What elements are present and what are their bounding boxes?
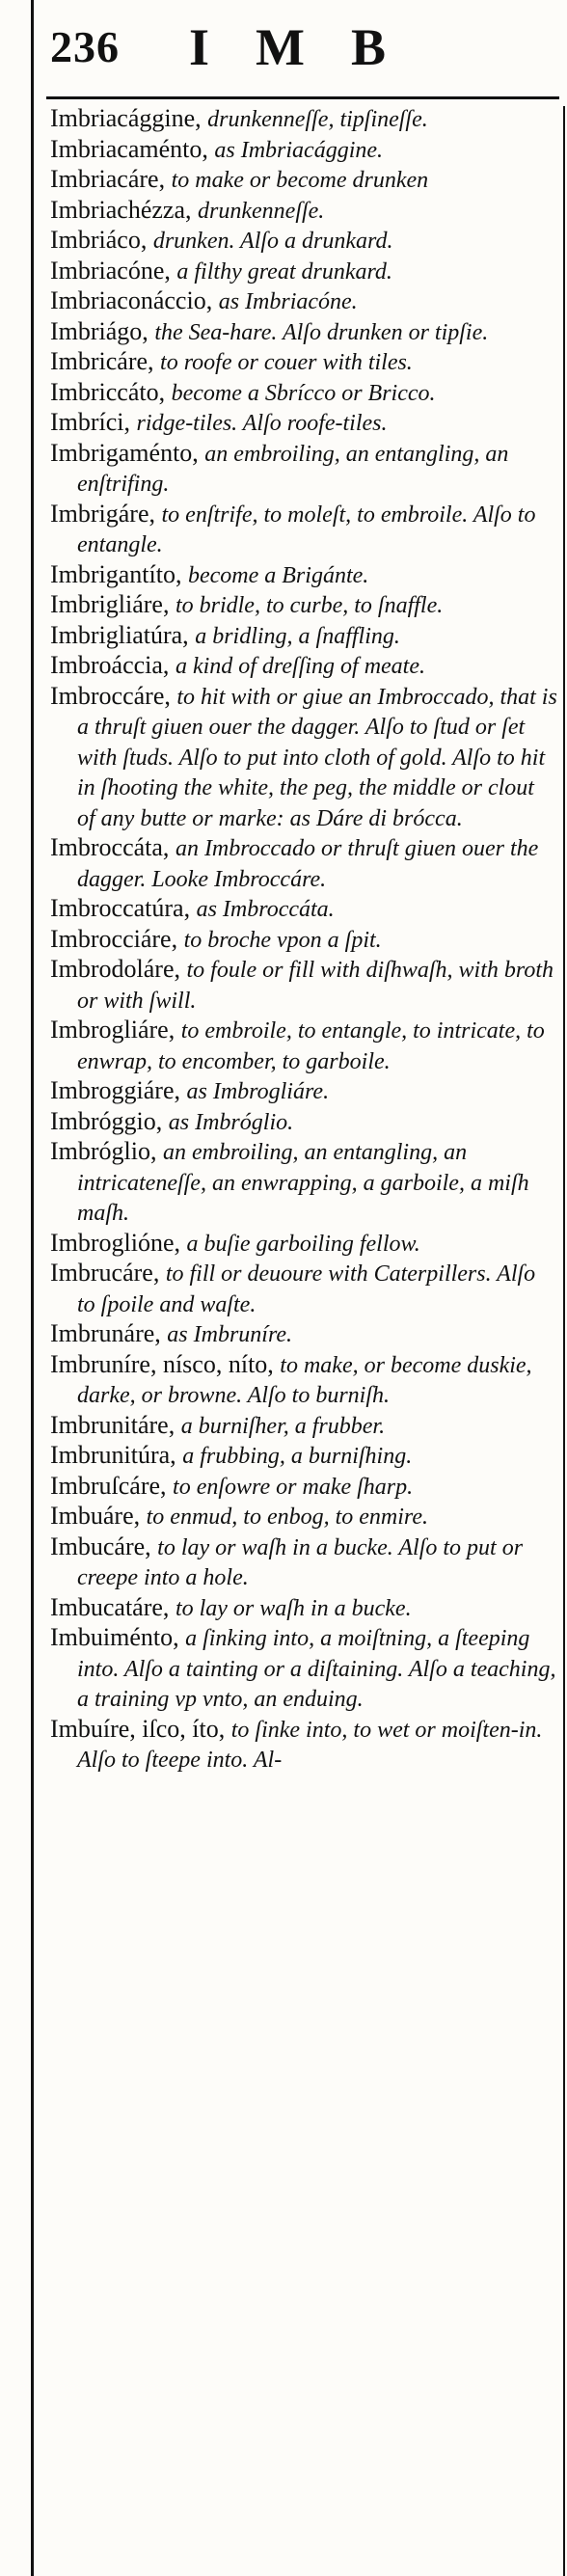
entry-headword: Imbríci, xyxy=(50,408,131,436)
entry-definition: ridge-tiles. Alſo roofe-tiles. xyxy=(136,411,388,436)
dictionary-entry xyxy=(50,286,557,317)
header-rule xyxy=(46,96,559,99)
entry-headword: Imbroccáre, xyxy=(50,681,171,710)
entry-definition: to enmud, to enbog, to enmire. xyxy=(146,1505,429,1530)
entry-definition: drunkenneſſe, tipſineſſe. xyxy=(207,107,428,132)
entry-definition: a kind of dreſſing of meate. xyxy=(175,654,426,679)
dictionary-entry xyxy=(50,408,557,439)
dictionary-entry xyxy=(50,135,557,166)
dictionary-entry xyxy=(50,500,557,560)
dictionary-entry xyxy=(50,1623,557,1715)
entry-definition: to foule or fill with diſhwaſh, with broth or with ſwill. xyxy=(77,958,554,1014)
dictionary-entry xyxy=(50,165,557,196)
entry-definition: to make, or become duskie, darke, or browne. Alſo to burniſh. xyxy=(77,1352,532,1408)
entry-headword: Imbriacaménto, xyxy=(50,134,208,163)
entry-headword: Imbrodoláre, xyxy=(50,955,181,983)
dictionary-entry xyxy=(50,651,557,682)
entry-definition: as Imbróglio. xyxy=(168,1109,294,1135)
entry-definition: to lay or waſh in a bucke. Alſo to put or creepe into a hole. xyxy=(77,1534,524,1590)
entry-headword: Imbrigliáre, xyxy=(50,590,170,618)
dictionary-entry xyxy=(50,955,557,1016)
entry-headword: Imbróglio, xyxy=(50,1137,157,1165)
dictionary-entry xyxy=(50,257,557,287)
dictionary-entry xyxy=(50,347,557,378)
dictionary-entry xyxy=(50,1472,557,1503)
entry-definition: become a Brigánte. xyxy=(187,562,369,588)
dictionary-entry xyxy=(50,1441,557,1472)
entry-headword: Imbroggiáre, xyxy=(50,1076,181,1104)
dictionary-entry xyxy=(50,560,557,591)
dictionary-entry xyxy=(50,317,557,348)
entry-headword: Imbriacáre, xyxy=(50,165,166,193)
dictionary-entry xyxy=(50,621,557,652)
entry-definition: as Imbrogliáre. xyxy=(186,1079,330,1104)
dictionary-entry xyxy=(50,196,557,227)
running-head: IMB xyxy=(189,18,432,76)
entry-headword: Imbroccatúra, xyxy=(50,894,191,922)
entry-definition: to make or become drunken xyxy=(171,168,429,193)
dictionary-entry xyxy=(50,1715,557,1776)
entry-definition: a bridling, a ſnaffling. xyxy=(195,623,400,649)
dictionary-entry xyxy=(50,1411,557,1442)
entry-definition: as Imbruníre. xyxy=(167,1322,293,1347)
entry-headword: Imbrogliáre, xyxy=(50,1016,176,1044)
entry-headword: Imbriacóne, xyxy=(50,256,171,285)
entry-headword: Imbriáco, xyxy=(50,226,148,254)
dictionary-entry xyxy=(50,1107,557,1138)
entry-headword: Imbucáre, xyxy=(50,1532,151,1560)
entry-definition: to embroile, to entangle, to intricate, to enwrap, to encomber, to garboile. xyxy=(77,1018,545,1074)
entry-definition: to bridle, to curbe, to ſnaffle. xyxy=(175,593,444,618)
entry-headword: Imbuíre, iſco, íto, xyxy=(50,1714,226,1743)
dictionary-entry xyxy=(50,1016,557,1076)
entry-definition: an embroiling, an entangling, an enſtrifing. xyxy=(77,441,509,497)
entry-headword: Imbrocciáre, xyxy=(50,924,178,953)
entry-headword: Imbroccáta, xyxy=(50,833,170,861)
entry-definition: a buſie garboiling fellow. xyxy=(186,1231,420,1257)
entry-headword: Imbuiménto, xyxy=(50,1623,179,1651)
dictionary-entry xyxy=(50,1259,557,1319)
dictionary-entry xyxy=(50,226,557,257)
entry-headword: Imbruníre, nísco, níto, xyxy=(50,1349,274,1378)
entry-headword: Imbrigáre, xyxy=(50,499,156,528)
entry-list xyxy=(50,104,557,1776)
entry-headword: Imbróggio, xyxy=(50,1106,163,1135)
dictionary-entry xyxy=(50,1319,557,1350)
dictionary-entry xyxy=(50,1502,557,1532)
entry-headword: Imbrigantíto, xyxy=(50,559,182,588)
entry-headword: Imbrigaménto, xyxy=(50,438,199,467)
dictionary-entry xyxy=(50,590,557,621)
dictionary-entry xyxy=(50,104,557,135)
entry-headword: Imbrunáre, xyxy=(50,1319,161,1347)
entry-headword: Imbricáre, xyxy=(50,347,154,375)
entry-definition: a frubbing, a burniſhing. xyxy=(182,1444,413,1469)
entry-headword: Imbrigliatúra, xyxy=(50,620,189,649)
entry-definition: to lay or waſh in a bucke. xyxy=(175,1595,412,1621)
entry-definition: become a Sbrícco or Bricco. xyxy=(171,380,436,406)
entry-headword: Imbriaconáccio, xyxy=(50,286,213,314)
entry-headword: Imbucatáre, xyxy=(50,1592,170,1621)
entry-definition: to roofe or couer with tiles. xyxy=(160,350,413,375)
dictionary-entry xyxy=(50,378,557,409)
dictionary-entry xyxy=(50,894,557,925)
entry-definition: to enſowre or make ſharp. xyxy=(173,1474,414,1500)
right-border-rule xyxy=(563,106,565,2576)
dictionary-entry xyxy=(50,1350,557,1411)
entry-definition: to broche vpon a ſpit. xyxy=(183,927,382,953)
dictionary-entry xyxy=(50,1076,557,1107)
entry-headword: Imbriccáto, xyxy=(50,377,166,406)
entry-headword: Imbriágo, xyxy=(50,316,148,345)
entry-definition: a burniſher, a frubber. xyxy=(180,1413,386,1439)
entry-definition: a ſinking into, a moiſtning, a ſteeping into. Alſo a tainting or a diſtaining. Alſo a teaching, a training vp vnto, an enduing. xyxy=(77,1626,556,1712)
dictionary-entry xyxy=(50,439,557,500)
entry-definition: an Imbroccado or thruſt giuen ouer the dagger. Looke Imbroccáre. xyxy=(77,836,539,892)
entry-definition: a filthy great drunkard. xyxy=(176,258,392,285)
entry-definition: as Imbroccáta. xyxy=(196,897,335,922)
entry-definition: the Sea-hare. Alſo drunken or tipſie. xyxy=(154,319,489,345)
entry-definition: as Imbriacággine. xyxy=(214,137,384,163)
entry-headword: Imbrunitáre, xyxy=(50,1410,176,1439)
left-border-rule xyxy=(31,0,34,2576)
entry-definition: drunkenneſſe. xyxy=(198,198,325,224)
entry-definition: to ſinke into, to wet or moiſten-in. Alſo to ſteepe into. Al- xyxy=(77,1717,543,1773)
page-header xyxy=(0,0,567,92)
entry-headword: Imbroglióne, xyxy=(50,1228,181,1257)
entry-definition: an embroiling, an entangling, an intricateneſſe, an enwrapping, a garboile, a miſh maſh. xyxy=(77,1140,529,1226)
entry-headword: Imbroáccia, xyxy=(50,651,170,679)
page-number: 236 xyxy=(50,22,120,71)
dictionary-entry xyxy=(50,833,557,894)
entry-headword: Imbriachézza, xyxy=(50,195,192,224)
dictionary-entry xyxy=(50,1137,557,1229)
dictionary-entry xyxy=(50,682,557,834)
dictionary-entry xyxy=(50,1532,557,1593)
entry-headword: Imbuáre, xyxy=(50,1502,141,1530)
dictionary-entry xyxy=(50,925,557,956)
entry-headword: Imbrunitúra, xyxy=(50,1441,176,1469)
dictionary-entry xyxy=(50,1593,557,1624)
entry-definition: to hit with or giue an Imbroccado, that is a thruſt giuen ouer the dagger. Alſo to ſtud or ſet with ſtuds. Alſo to put into cloth of gold. Alſo to hit in ſhooting the white, the peg, the middle or clout of any butte or marke: as Dáre di brócca. xyxy=(77,684,557,831)
entry-definition: drunken. Alſo a drunkard. xyxy=(152,229,393,254)
entry-definition: as Imbriacóne. xyxy=(218,289,358,314)
entry-headword: Imbrucáre, xyxy=(50,1259,160,1287)
entry-definition: to enſtrife, to moleſt, to embroile. Alſo to entangle. xyxy=(77,502,536,557)
dictionary-entry xyxy=(50,1229,557,1260)
entry-definition: to fill or deuoure with Caterpillers. Alſo to ſpoile and waſte. xyxy=(77,1261,536,1317)
entry-headword: Imbruſcáre, xyxy=(50,1471,167,1500)
entry-headword: Imbriacággine, xyxy=(50,104,202,132)
